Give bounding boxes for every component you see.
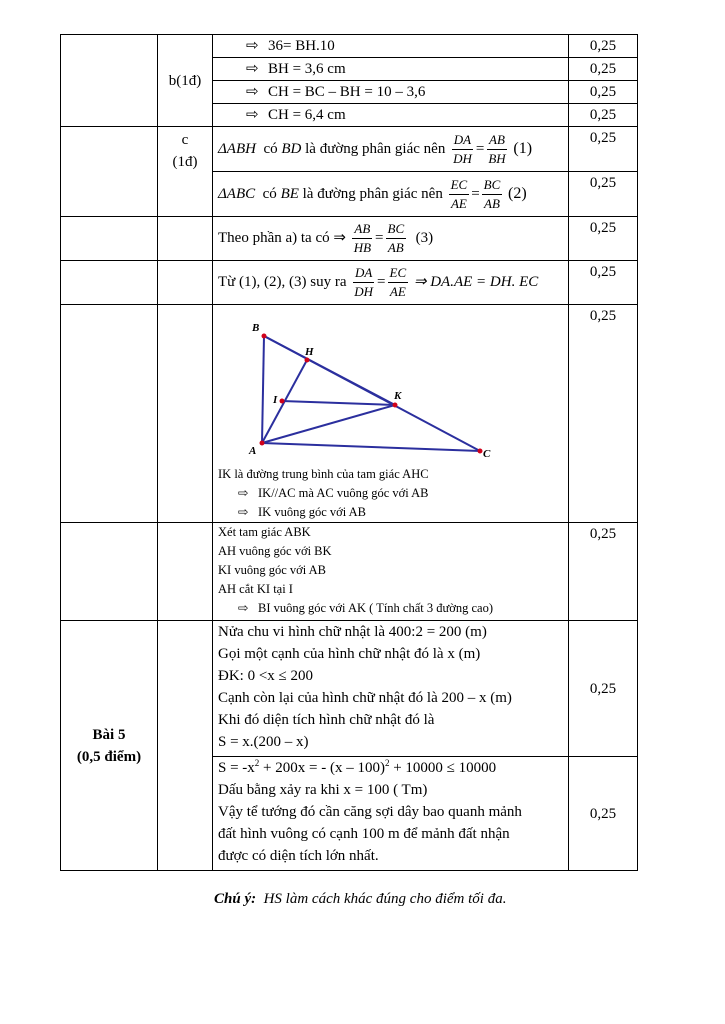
score-cell: 0,25 — [569, 261, 638, 305]
segment-IK — [282, 401, 395, 405]
label-C: C — [483, 448, 491, 460]
empty-cell — [158, 305, 213, 523]
score-cell: 0,25 — [569, 523, 638, 621]
label-B: B — [252, 322, 260, 334]
figure-bullet: ⇨ IK vuông góc với AB — [218, 503, 563, 522]
grading-table — [60, 34, 638, 871]
label-A: A — [249, 445, 257, 457]
label-I: I — [273, 394, 278, 406]
segment-AK — [262, 405, 395, 443]
empty-cell — [61, 305, 158, 523]
fraction: $\frac{DA}{DH}$ — [453, 131, 472, 166]
score-cell: 0,25 — [569, 621, 638, 757]
empty-cell — [158, 523, 213, 621]
bai5-label: Bài 5 (0,5 điểm) — [61, 621, 158, 871]
figure-bullet: ⇨ IK//AC mà AC vuông góc với AB — [218, 484, 563, 503]
solution-line: ⇨ CH = BC – BH = 10 – 3,6 — [213, 81, 569, 104]
score-cell: 0,25 — [569, 217, 638, 261]
arrow-icon: ⇨ — [238, 486, 249, 500]
empty-cell — [61, 523, 158, 621]
segment-BK — [264, 336, 395, 405]
solution-line: ⇨ 36= BH.10 — [213, 35, 569, 58]
point-K — [393, 403, 398, 408]
empty-cell — [61, 35, 158, 127]
fraction: $\frac{AB}{HB}$ — [353, 221, 372, 255]
solution-line: ⇨ BH = 3,6 cm — [213, 58, 569, 81]
figure-cell — [213, 305, 569, 523]
fraction: $\frac{BC}{AB}$ — [387, 221, 405, 255]
empty-cell — [158, 217, 213, 261]
footnote: Chú ý: HS làm cách khác đúng cho điểm tối đa. — [214, 891, 507, 907]
solution-line: ΔABH có BD là đường phân giác nên $\frac{DA}{DH}$ = $\frac{AB}{BH}$ (1) — [213, 127, 569, 172]
arrow-icon: ⇨ — [246, 38, 259, 54]
empty-cell — [61, 261, 158, 305]
solution-line: ⇨ CH = 6,4 cm — [213, 104, 569, 127]
fraction: $\frac{EC}{AE}$ — [450, 176, 468, 211]
segment-BA — [262, 336, 264, 443]
part-c-label: c (1đ) — [158, 127, 213, 217]
arrow-icon: ⇨ — [246, 107, 259, 123]
bai5-block2: $S = -x^2 + 200x$ = - (x – 100)$^2$ + 10000 ≤ 10000 Dấu bằng xảy ra khi x = 100 ( Tm) Vậy tể tướng đó cần căng sợi dây bao quanh mảnh đất hình vuông có cạnh 100 m để mảnh đất nhận được có diện tích lớn nhất. — [213, 757, 569, 871]
empty-cell — [61, 217, 158, 261]
point-A — [260, 441, 265, 446]
segment-AC — [262, 443, 480, 451]
score-cell: 0,25 — [569, 104, 638, 127]
fraction: $\frac{AB}{BH}$ — [488, 131, 506, 166]
proof-cell: Xét tam giác ABK AH vuông góc với BK KI vuông góc với AB AH cắt KI tại I ⇨ BI vuông góc với AK ( Tính chất 3 đường cao) — [213, 523, 569, 621]
score-cell: 0,25 — [569, 35, 638, 58]
figure-lines — [262, 336, 480, 451]
label-K: K — [394, 390, 402, 402]
arrow-icon: ⇨ — [246, 61, 259, 77]
fraction: $\frac{BC}{AB}$ — [483, 176, 501, 211]
score-cell: 0,25 — [569, 81, 638, 104]
score-cell: 0,25 — [569, 127, 638, 172]
solution-line: ΔABC có BE là đường phân giác nên $\frac{EC}{AE}$ = $\frac{BC}{AB}$ (2) — [213, 172, 569, 217]
point-C — [478, 449, 483, 454]
max-expression: $S = -x^2 + 200x$ = - (x – 100)$^2$ + 10000 ≤ 10000 — [218, 758, 497, 776]
figure-caption: IK là đường trung bình của tam giác AHC — [218, 467, 429, 481]
arrow-icon: ⇨ — [238, 601, 249, 615]
point-H — [305, 358, 310, 363]
arrow-icon: ⇨ — [246, 84, 259, 100]
bai5-block1: Nửa chu vi hình chữ nhật là 400:2 = 200 (m) Gọi một cạnh của hình chữ nhật đó là x (m) ĐK: 0 <x ≤ 200 Cạnh còn lại của hình chữ nhật đó là 200 – x (m) Khi đó diện tích hình chữ nhật đó là S = x.(200 – x) — [213, 621, 569, 757]
part-b-label: b(1đ) — [158, 35, 213, 127]
proof-bullet: ⇨ BI vuông góc với AK ( Tính chất 3 đường cao) — [218, 599, 563, 618]
empty-cell — [158, 261, 213, 305]
point-B — [262, 334, 267, 339]
fraction: $\frac{EC}{AE}$ — [389, 265, 407, 299]
fraction: $\frac{DA}{DH}$ — [354, 265, 374, 299]
arrow-icon: ⇨ — [238, 505, 249, 519]
score-cell: 0,25 — [569, 172, 638, 217]
score-cell: 0,25 — [569, 757, 638, 871]
score-cell: 0,25 — [569, 58, 638, 81]
label-H: H — [305, 346, 314, 358]
point-I — [280, 399, 285, 404]
empty-cell — [61, 127, 158, 217]
score-cell: 0,25 — [569, 305, 638, 523]
triangle-figure — [218, 305, 518, 465]
empty-cell — [158, 621, 213, 871]
solution-line: Từ (1), (2), (3) suy ra $\frac{DA}{DH}$ = $\frac{EC}{AE}$ ⇒ DA.AE = DH. EC — [213, 261, 569, 305]
solution-line: Theo phần a) ta có ⇒ $\frac{AB}{HB}$ = $\frac{BC}{AB}$ (3) — [213, 217, 569, 261]
